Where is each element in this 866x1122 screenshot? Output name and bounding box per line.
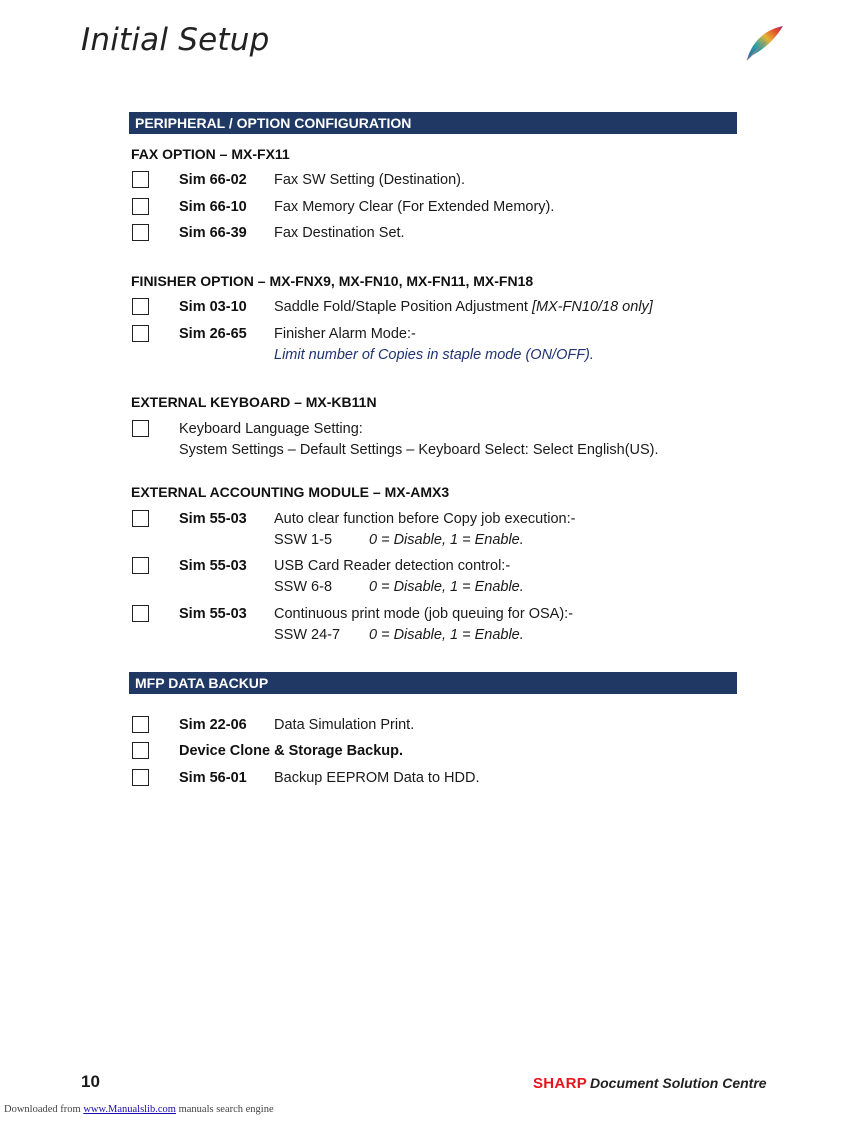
sim-description: Fax Destination Set.: [274, 225, 405, 241]
accounting-heading: EXTERNAL ACCOUNTING MODULE – MX-AMX3: [131, 484, 450, 500]
download-footer: [4, 1104, 274, 1115]
sim-code: Sim 55-03: [179, 558, 247, 574]
checkbox-keyboard[interactable]: [132, 420, 149, 437]
sim-code: Sim 03-10: [179, 299, 247, 315]
sim-description: USB Card Reader detection control:-: [274, 558, 511, 574]
sim-code: Sim 66-10: [179, 199, 247, 215]
checkbox-accounting-1[interactable]: [132, 510, 149, 527]
page-number: 10: [81, 1072, 100, 1091]
sim-description: Finisher Alarm Mode:-: [274, 326, 416, 342]
checkbox-finisher-1[interactable]: [132, 298, 149, 315]
sim-code: Sim 26-65: [179, 326, 247, 342]
ssw-label: SSW 6-8: [274, 579, 333, 595]
checkbox-fax-1[interactable]: [132, 171, 149, 188]
sim-description: Auto clear function before Copy job execution:-: [274, 511, 576, 527]
sim-description: Backup EEPROM Data to HDD.: [274, 770, 480, 786]
fax-heading: FAX OPTION – MX-FX11: [131, 146, 290, 162]
ssw-label: SSW 24-7: [274, 627, 341, 643]
sim-description: Data Simulation Print.: [274, 717, 415, 733]
checkbox-fax-2[interactable]: [132, 198, 149, 215]
manualslib-link[interactable]: www.Manualslib.com: [83, 1104, 176, 1115]
sim-description-text: Saddle Fold/Staple Position Adjustment: [274, 299, 528, 315]
checkbox-accounting-3[interactable]: [132, 605, 149, 622]
sim-code: Sim 55-03: [179, 511, 247, 527]
sim-code: Sim 66-39: [179, 225, 247, 241]
ssw-value: 0 = Disable, 1 = Enable.: [369, 627, 524, 643]
ssw-value: 0 = Disable, 1 = Enable.: [369, 532, 524, 548]
section-bar-backup: MFP DATA BACKUP: [129, 672, 737, 694]
feather-logo-icon: [743, 22, 785, 64]
brand-name: SHARP: [533, 1075, 588, 1092]
sim-description: Continuous print mode (job queuing for OSA):-: [274, 606, 574, 622]
keyboard-setting-path: System Settings – Default Settings – Keyboard Select: Select English(US).: [179, 442, 659, 458]
checkbox-accounting-2[interactable]: [132, 557, 149, 574]
checkbox-finisher-2[interactable]: [132, 325, 149, 342]
sim-model-note: [MX-FN10/18 only]: [531, 299, 653, 315]
sim-description: Fax SW Setting (Destination).: [274, 172, 465, 188]
page-title: Initial Setup: [81, 22, 270, 58]
finisher-heading: FINISHER OPTION – MX-FNX9, MX-FN10, MX-FN11, MX-FN18: [131, 273, 534, 289]
checkbox-backup-2[interactable]: [132, 742, 149, 759]
brand-tagline: Document Solution Centre: [590, 1075, 767, 1091]
sim-code: Sim 55-03: [179, 606, 247, 622]
ssw-value: 0 = Disable, 1 = Enable.: [369, 579, 524, 595]
backup-device-clone: Device Clone & Storage Backup.: [179, 743, 404, 759]
sim-description: [274, 299, 653, 315]
checkbox-fax-3[interactable]: [132, 224, 149, 241]
checkbox-backup-1[interactable]: [132, 716, 149, 733]
keyboard-heading: EXTERNAL KEYBOARD – MX-KB11N: [131, 394, 377, 410]
footer-prefix: Downloaded from: [4, 1104, 84, 1115]
sim-code: Sim 22-06: [179, 717, 247, 733]
checkbox-backup-3[interactable]: [132, 769, 149, 786]
section-bar-peripheral: PERIPHERAL / OPTION CONFIGURATION: [129, 112, 737, 134]
keyboard-setting-label: Keyboard Language Setting:: [179, 421, 363, 437]
sim-code: Sim 56-01: [179, 770, 247, 786]
brand-footer: [533, 1075, 767, 1092]
footer-suffix: manuals search engine: [175, 1104, 274, 1115]
sim-note: Limit number of Copies in staple mode (ON/OFF).: [274, 347, 594, 363]
sim-description: Fax Memory Clear (For Extended Memory).: [274, 199, 555, 215]
sim-code: Sim 66-02: [179, 172, 247, 188]
ssw-label: SSW 1-5: [274, 532, 333, 548]
